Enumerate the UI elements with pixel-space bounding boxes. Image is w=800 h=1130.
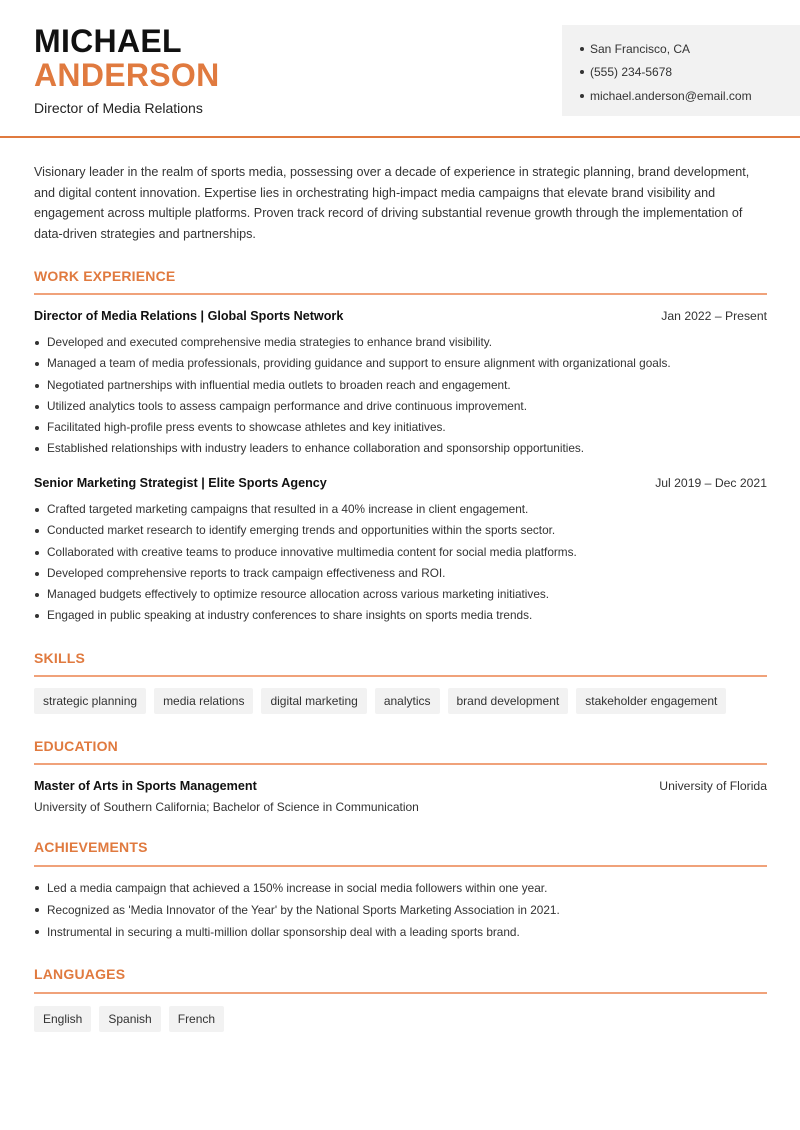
language-chip: Spanish: [99, 1006, 160, 1032]
job-header: [34, 476, 767, 490]
skills-heading: SKILLS: [34, 650, 85, 666]
language-chip: English: [34, 1006, 91, 1032]
list-item: Developed and executed comprehensive media strategies to enhance brand visibility.: [34, 332, 767, 353]
contact-email: [580, 84, 800, 108]
list-item: Developed comprehensive reports to track campaign effectiveness and ROI.: [34, 563, 767, 584]
job-bullets: [34, 332, 767, 460]
list-item: Instrumental in securing a multi-million dollar sponsorship deal with a leading sports brand.: [34, 921, 767, 943]
location-text: San Francisco, CA: [590, 41, 691, 56]
skill-chip: analytics: [375, 688, 440, 714]
phone-text: (555) 234-5678: [590, 65, 673, 80]
education-subtext: University of Southern California; Bachelor of Science in Communication: [34, 800, 419, 814]
languages-list: [34, 1006, 767, 1032]
skill-chip: brand development: [448, 688, 569, 714]
skill-chip: strategic planning: [34, 688, 146, 714]
achievements-heading: ACHIEVEMENTS: [34, 839, 148, 855]
job-dates: Jul 2019 – Dec 2021: [655, 476, 767, 490]
work-experience-heading: WORK EXPERIENCE: [34, 268, 176, 284]
list-item: Managed a team of media professionals, providing guidance and support to ensure alignment with organizational goals.: [34, 353, 767, 374]
list-item: Conducted market research to identify emerging trends and opportunities within the sports sector.: [34, 520, 767, 541]
list-item: Utilized analytics tools to assess campaign performance and drive continuous improvement.: [34, 396, 767, 417]
education-rule: [34, 763, 767, 765]
first-name: MICHAEL: [34, 23, 182, 59]
work-experience-rule: [34, 293, 767, 295]
school: University of Florida: [659, 779, 767, 793]
skill-chip: media relations: [154, 688, 253, 714]
job-title: Director of Media Relations: [34, 100, 203, 116]
languages-rule: [34, 992, 767, 994]
list-item: Negotiated partnerships with influential media outlets to broaden reach and engagement.: [34, 375, 767, 396]
bullet-icon: [580, 47, 584, 51]
summary: Visionary leader in the realm of sports media, possessing over a decade of experience in strategic planning, brand development, and digital content innovation. Expertise lies in orchestrating high-impact media campaigns that elevate brand visibility and engagement across multiple platforms. Proven track record of driving substantial revenue growth through the implementation of data-driven strategies and partnerships.: [34, 165, 750, 242]
degree: Master of Arts in Sports Management: [34, 779, 257, 793]
list-item: Engaged in public speaking at industry conferences to share insights on sports media trends.: [34, 605, 767, 626]
list-item: Collaborated with creative teams to produce innovative multimedia content for social media platforms.: [34, 542, 767, 563]
email-text: michael.anderson@email.com: [590, 88, 752, 103]
achievements-rule: [34, 865, 767, 867]
list-item: Crafted targeted marketing campaigns that resulted in a 40% increase in client engagement.: [34, 499, 767, 520]
job-title-company: Director of Media Relations | Global Sports Network: [34, 309, 344, 323]
contact-box: [562, 25, 800, 116]
resume-header: [0, 0, 800, 138]
skills-rule: [34, 675, 767, 677]
list-item: Managed budgets effectively to optimize resource allocation across various marketing initiatives.: [34, 584, 767, 605]
contact-location: [580, 37, 800, 61]
bullet-icon: [580, 94, 584, 98]
list-item: Established relationships with industry leaders to enhance collaboration and sponsorship opportunities.: [34, 438, 767, 459]
languages-heading: LANGUAGES: [34, 966, 126, 982]
skill-chip: digital marketing: [261, 688, 366, 714]
job-dates: Jan 2022 – Present: [661, 309, 767, 323]
list-item: Facilitated high-profile press events to showcase athletes and key initiatives.: [34, 417, 767, 438]
achievements-list: [34, 877, 767, 943]
list-item: Recognized as 'Media Innovator of the Year' by the National Sports Marketing Association in 2021.: [34, 899, 767, 921]
education-row: [34, 779, 767, 793]
list-item: Led a media campaign that achieved a 150% increase in social media followers within one year.: [34, 877, 767, 899]
education-heading: EDUCATION: [34, 738, 118, 754]
skill-chip: stakeholder engagement: [576, 688, 726, 714]
last-name: ANDERSON: [34, 57, 220, 93]
job-title-company: Senior Marketing Strategist | Elite Sports Agency: [34, 476, 327, 490]
language-chip: French: [169, 1006, 224, 1032]
skills-list: [34, 688, 767, 714]
bullet-icon: [580, 70, 584, 74]
contact-phone: [580, 61, 800, 85]
job-bullets: [34, 499, 767, 627]
job-header: [34, 309, 767, 323]
